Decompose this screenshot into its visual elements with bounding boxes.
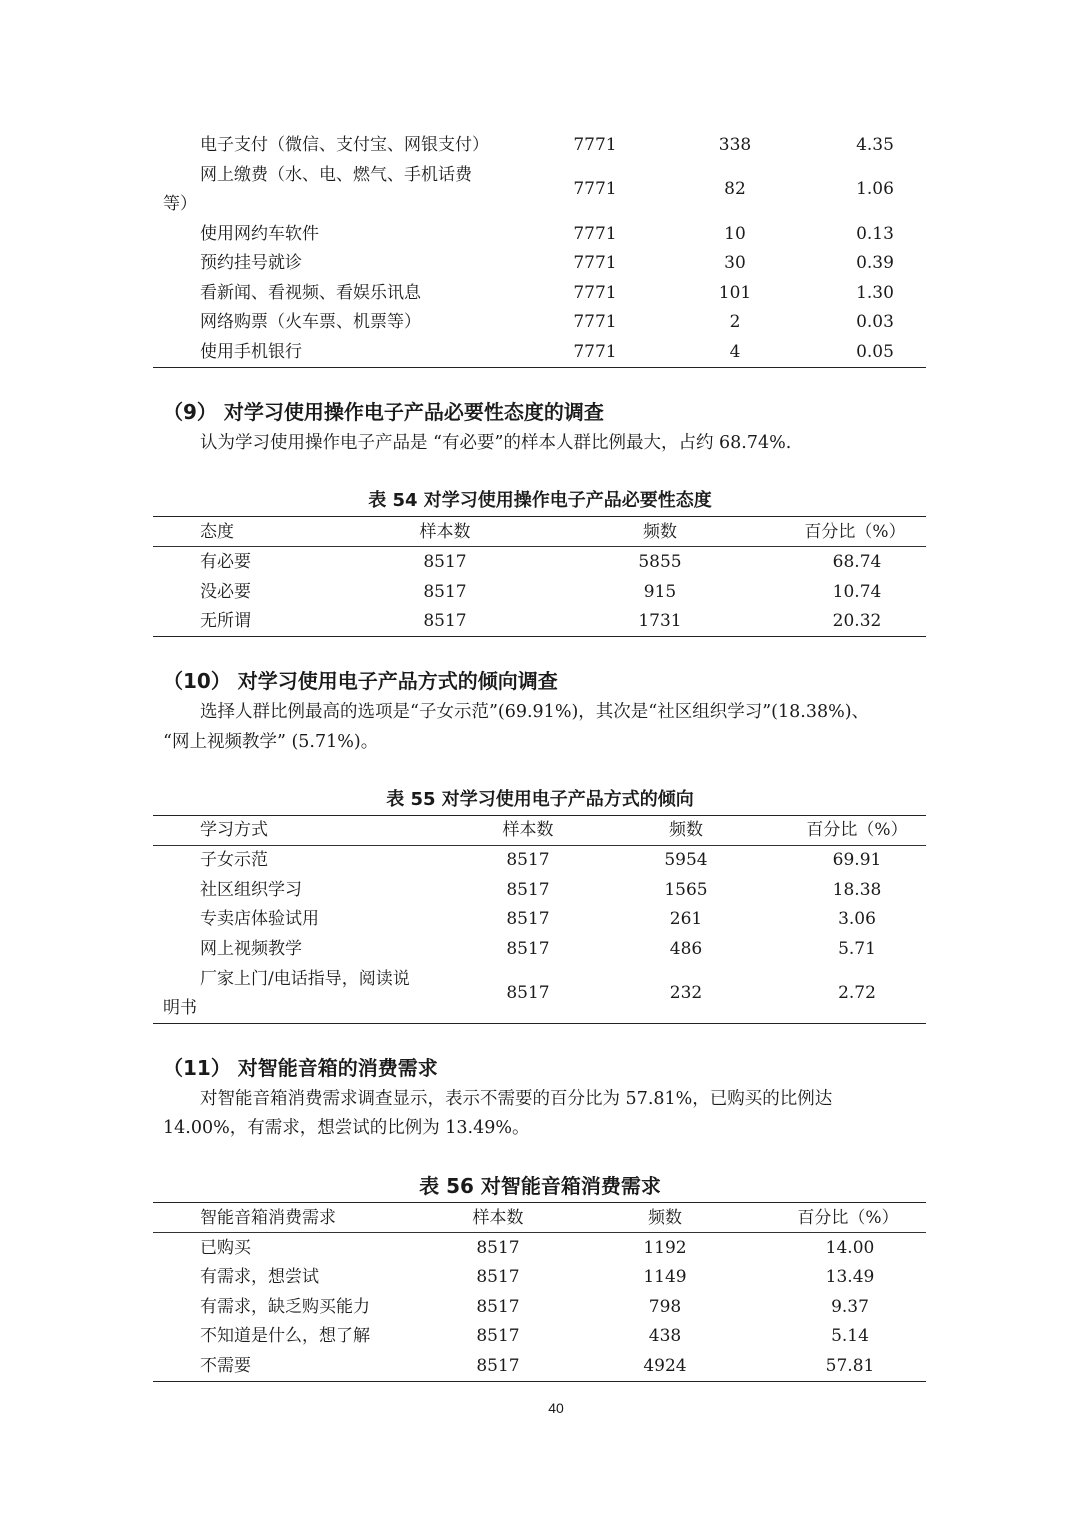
table-cell-name: 电子支付（微信、支付宝、网银支付）	[200, 135, 489, 155]
table-cell-name: 有必要	[200, 552, 251, 572]
table-cell-pct: 57.81	[825, 1356, 875, 1376]
table-cell-pct: 4.35	[856, 135, 894, 155]
table-bottom-rule	[153, 1023, 926, 1024]
table-cell-pct: 0.13	[856, 224, 894, 244]
table-cell-pct: 5.14	[831, 1326, 869, 1346]
table-cell-name: 不需要	[200, 1356, 251, 1376]
table-cell-freq: 1192	[643, 1238, 687, 1258]
table-cell-samples: 8517	[423, 582, 467, 602]
table-cell-samples: 7771	[573, 312, 617, 332]
table-header-cell: 百分比（%）	[797, 1208, 899, 1228]
table-header-cell: 样本数	[472, 1208, 524, 1228]
table-cell-name: 网上视频教学	[200, 939, 302, 959]
table-cell-samples: 8517	[506, 939, 550, 959]
table-header-cell: 样本数	[502, 820, 554, 840]
table-cell-name-wrap: 明书	[163, 998, 197, 1018]
table-cell-freq: 915	[643, 582, 677, 602]
table-cell-freq: 2	[729, 312, 741, 332]
table-bottom-rule	[153, 367, 926, 368]
section-9-paragraph: 认为学习使用操作电子产品是 “有必要”的样本人群比例最大，占约 68.74%.	[200, 433, 792, 453]
table-bottom-rule	[153, 636, 926, 637]
table-cell-samples: 8517	[476, 1326, 520, 1346]
table-cell-pct: 10.74	[832, 582, 882, 602]
section-10-paragraph-cont: “网上视频教学” (5.71%)。	[163, 732, 379, 752]
table-header-rule	[153, 546, 926, 547]
table-cell-pct: 2.72	[838, 983, 876, 1003]
table-55-caption: 表 55 对学习使用电子产品方式的倾向	[386, 789, 694, 810]
table-header-cell: 百分比（%）	[806, 820, 908, 840]
table-cell-name: 不知道是什么，想了解	[200, 1326, 370, 1346]
table-cell-freq: 1565	[664, 880, 708, 900]
table-bottom-rule	[153, 1381, 926, 1382]
table-cell-samples: 7771	[573, 253, 617, 273]
table-top-rule	[153, 1202, 926, 1203]
page-number: 40	[548, 1400, 564, 1416]
table-cell-name: 有需求，缺乏购买能力	[200, 1297, 370, 1317]
table-cell-samples: 8517	[506, 909, 550, 929]
table-header-rule	[153, 845, 926, 846]
table-header-cell: 智能音箱消费需求	[200, 1208, 336, 1228]
table-cell-pct: 14.00	[825, 1238, 875, 1258]
table-header-rule	[153, 1232, 926, 1233]
table-header-cell: 百分比（%）	[804, 522, 906, 542]
section-10-paragraph: 选择人群比例最高的选项是“子女示范”(69.91%)，其次是“社区组织学习”(18.38%)、	[200, 702, 870, 722]
table-cell-freq: 261	[669, 909, 703, 929]
table-cell-pct: 18.38	[832, 880, 882, 900]
table-cell-name: 厂家上门/电话指导，阅读说	[200, 969, 410, 989]
table-cell-pct: 0.39	[856, 253, 894, 273]
table-header-cell: 学习方式	[200, 820, 268, 840]
table-cell-pct: 5.71	[838, 939, 876, 959]
table-cell-name: 看新闻、看视频、看娱乐讯息	[200, 283, 421, 303]
table-cell-freq: 486	[669, 939, 703, 959]
table-cell-pct: 68.74	[832, 552, 882, 572]
table-header-cell: 频数	[648, 1208, 682, 1228]
table-cell-samples: 8517	[423, 552, 467, 572]
table-cell-samples: 8517	[506, 850, 550, 870]
table-cell-freq: 4	[729, 342, 741, 362]
table-cell-name: 专卖店体验试用	[200, 909, 319, 929]
table-cell-freq: 4924	[643, 1356, 687, 1376]
table-cell-samples: 8517	[423, 611, 467, 631]
table-cell-pct: 1.06	[856, 179, 894, 199]
table-top-rule	[153, 516, 926, 517]
table-cell-samples: 7771	[573, 224, 617, 244]
section-heading-10: （10） 对学习使用电子产品方式的倾向调查	[163, 669, 558, 693]
table-top-rule	[153, 815, 926, 816]
table-cell-name: 无所谓	[200, 611, 251, 631]
table-cell-freq: 5855	[638, 552, 682, 572]
table-cell-name: 没必要	[200, 582, 251, 602]
table-cell-pct: 0.05	[856, 342, 894, 362]
table-cell-name: 网上缴费（水、电、燃气、手机话费	[200, 165, 472, 185]
table-cell-name: 网络购票（火车票、机票等）	[200, 312, 421, 332]
table-cell-name: 使用手机银行	[200, 342, 302, 362]
table-header-cell: 态度	[200, 522, 234, 542]
table-header-cell: 频数	[669, 820, 703, 840]
table-cell-samples: 8517	[476, 1297, 520, 1317]
table-cell-name: 有需求，想尝试	[200, 1267, 319, 1287]
table-cell-pct: 0.03	[856, 312, 894, 332]
table-cell-name: 预约挂号就诊	[200, 253, 302, 273]
table-cell-name-wrap: 等）	[163, 194, 197, 214]
table-cell-name: 使用网约车软件	[200, 224, 319, 244]
section-heading-9: （9） 对学习使用操作电子产品必要性态度的调查	[163, 400, 604, 424]
table-cell-samples: 8517	[476, 1267, 520, 1287]
table-cell-pct: 3.06	[838, 909, 876, 929]
table-cell-samples: 8517	[476, 1356, 520, 1376]
table-cell-samples: 7771	[573, 179, 617, 199]
table-cell-freq: 798	[648, 1297, 682, 1317]
table-cell-samples: 7771	[573, 342, 617, 362]
table-cell-samples: 8517	[506, 880, 550, 900]
table-cell-freq: 30	[724, 253, 746, 273]
table-cell-pct: 9.37	[831, 1297, 869, 1317]
table-cell-pct: 20.32	[832, 611, 882, 631]
section-11-paragraph: 对智能音箱消费需求调查显示，表示不需要的百分比为 57.81%，已购买的比例达	[200, 1089, 833, 1109]
table-header-cell: 样本数	[419, 522, 471, 542]
table-cell-samples: 8517	[506, 983, 550, 1003]
table-cell-freq: 232	[669, 983, 703, 1003]
table-cell-samples: 8517	[476, 1238, 520, 1258]
table-header-cell: 频数	[643, 522, 677, 542]
table-cell-name: 社区组织学习	[200, 880, 302, 900]
table-cell-freq: 1731	[638, 611, 682, 631]
table-cell-freq: 5954	[664, 850, 708, 870]
table-cell-freq: 1149	[643, 1267, 687, 1287]
table-cell-pct: 13.49	[825, 1267, 875, 1287]
table-cell-samples: 7771	[573, 135, 617, 155]
section-heading-11: （11） 对智能音箱的消费需求	[163, 1056, 438, 1080]
table-cell-freq: 10	[724, 224, 746, 244]
table-cell-freq: 82	[724, 179, 746, 199]
table-cell-freq: 338	[718, 135, 752, 155]
table-56-caption: 表 56 对智能音箱消费需求	[419, 1174, 661, 1198]
table-cell-freq: 438	[648, 1326, 682, 1346]
table-cell-name: 已购买	[200, 1238, 251, 1258]
table-cell-pct: 1.30	[856, 283, 894, 303]
section-11-paragraph-cont: 14.00%，有需求，想尝试的比例为 13.49%。	[163, 1118, 530, 1138]
table-cell-name: 子女示范	[200, 850, 268, 870]
table-cell-samples: 7771	[573, 283, 617, 303]
table-54-caption: 表 54 对学习使用操作电子产品必要性态度	[368, 490, 712, 511]
table-cell-pct: 69.91	[832, 850, 882, 870]
table-cell-freq: 101	[718, 283, 752, 303]
